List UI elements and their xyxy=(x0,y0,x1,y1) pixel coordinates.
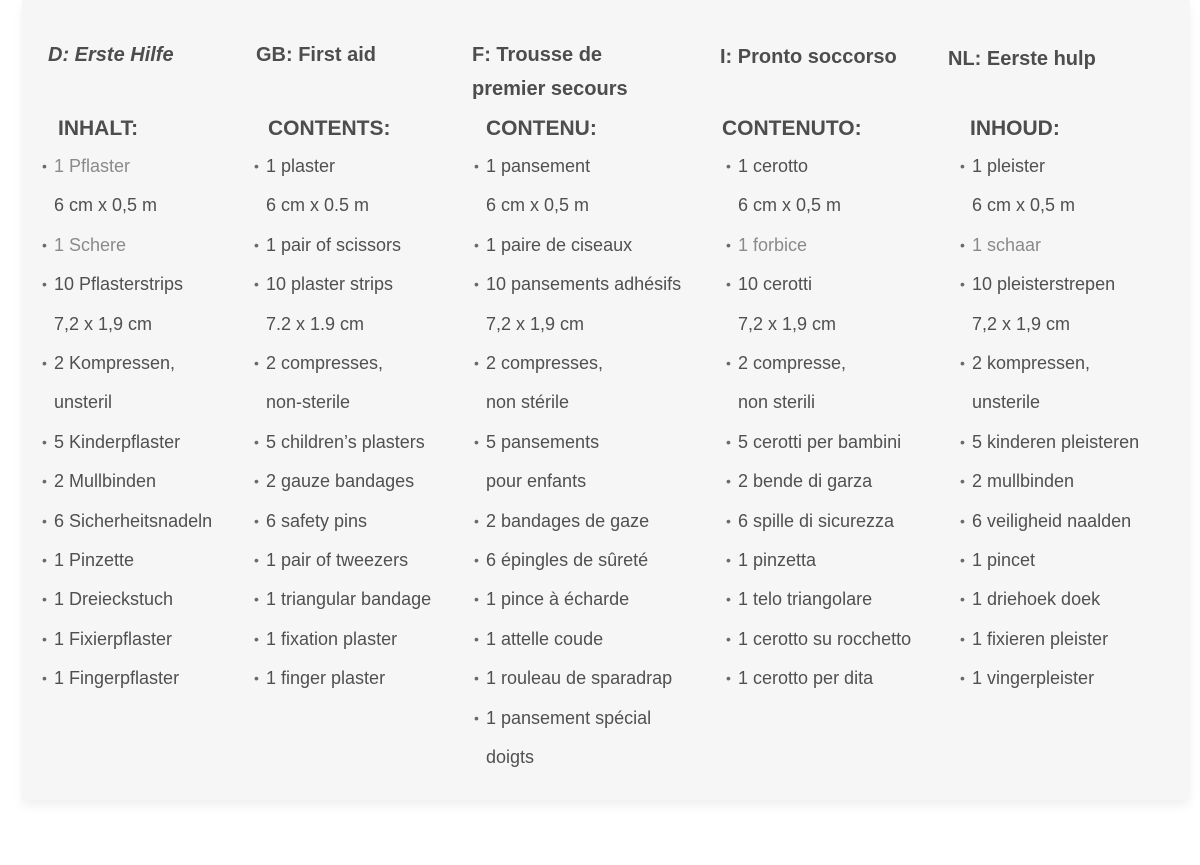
list-item xyxy=(474,541,681,580)
list-item-text: 1 attelle coude xyxy=(486,628,604,649)
bullet-dot-icon: • xyxy=(726,433,731,450)
list-item-text: 10 pleisterstrepen xyxy=(972,274,1116,295)
bullet-dot-icon: • xyxy=(254,512,259,529)
bullet-dot-icon: • xyxy=(726,236,731,253)
bullet-dot-icon: • xyxy=(474,670,479,687)
list-item xyxy=(960,147,1139,186)
list-item-text: 1 paire de ciseaux xyxy=(486,234,633,255)
list-item xyxy=(254,502,431,541)
list-item xyxy=(474,344,681,383)
column-title-line: premier secours xyxy=(472,78,628,100)
list-item-text: 7,2 x 1,9 cm xyxy=(972,313,1071,334)
bullet-dot-icon: • xyxy=(474,552,479,569)
list-item-text: 6 cm x 0,5 m xyxy=(972,195,1076,216)
bullet-dot-icon: • xyxy=(960,473,965,490)
list-item xyxy=(254,226,431,265)
list-item-text: 2 compresses, xyxy=(266,353,384,374)
list-item xyxy=(42,344,212,383)
list-item-text: non-sterile xyxy=(266,392,351,413)
list-item-text: 5 cerotti per bambini xyxy=(738,431,902,452)
list-item-continuation xyxy=(266,186,431,225)
list-item xyxy=(254,344,431,383)
list-item-text: 6 cm x 0.5 m xyxy=(266,195,370,216)
list-item-text: non sterili xyxy=(738,392,816,413)
list-item-text: 2 gauze bandages xyxy=(266,471,415,492)
column-heading: INHALT: xyxy=(58,117,139,140)
list-item-text: non stérile xyxy=(486,392,570,413)
list-item-text: 2 Mullbinden xyxy=(54,471,157,492)
list-item-continuation xyxy=(54,383,212,422)
list-item-text: 1 cerotto su rocchetto xyxy=(738,628,912,649)
list-item xyxy=(42,462,212,501)
bullet-dot-icon: • xyxy=(254,355,259,372)
list-item-text: 1 pinzetta xyxy=(738,550,817,571)
bullet-dot-icon: • xyxy=(254,433,259,450)
bullet-dot-icon: • xyxy=(254,630,259,647)
bullet-dot-icon: • xyxy=(960,355,965,372)
bullet-dot-icon: • xyxy=(474,591,479,608)
list-item xyxy=(42,147,212,186)
list-item-text: 5 Kinderpflaster xyxy=(54,431,181,452)
list-item xyxy=(254,580,432,619)
list-item xyxy=(726,423,911,462)
list-item-text: doigts xyxy=(486,747,535,768)
bullet-dot-icon: • xyxy=(960,670,965,687)
list-item-text: 1 triangular bandage xyxy=(266,589,432,610)
list-item xyxy=(726,620,912,659)
list-item-text: 1 pair of scissors xyxy=(266,234,402,255)
list-item-text: 7,2 x 1,9 cm xyxy=(486,313,585,334)
list-item-text: 2 mullbinden xyxy=(972,471,1075,492)
bullet-dot-icon: • xyxy=(42,552,47,569)
bullet-dot-icon: • xyxy=(960,236,965,253)
item-list xyxy=(254,147,432,699)
list-item-text: 1 cerotto xyxy=(738,156,809,176)
list-item xyxy=(42,226,212,265)
bullet-dot-icon: • xyxy=(474,158,479,174)
list-item-text: 6 épingles de sûreté xyxy=(486,550,649,571)
column-title-line: I: Pronto soccorso xyxy=(720,46,897,68)
bullet-dot-icon: • xyxy=(726,591,731,608)
list-item-text: 1 telo triangolare xyxy=(738,589,873,610)
list-item-continuation xyxy=(486,305,681,344)
list-item xyxy=(960,423,1140,462)
list-item xyxy=(960,580,1139,619)
list-item-text: 2 compresses, xyxy=(486,353,604,374)
list-item xyxy=(726,541,911,580)
list-item xyxy=(42,423,212,462)
list-item-continuation xyxy=(972,305,1139,344)
list-item-text: 7,2 x 1,9 cm xyxy=(54,313,153,334)
list-item-text: 6 cm x 0,5 m xyxy=(738,195,842,216)
bullet-dot-icon: • xyxy=(42,236,47,253)
column-title xyxy=(720,40,897,74)
list-item xyxy=(474,265,682,304)
column-title-line: F: Trousse de xyxy=(472,44,603,66)
list-item xyxy=(254,147,431,186)
bullet-dot-icon: • xyxy=(726,355,731,372)
list-item xyxy=(254,620,431,659)
list-item xyxy=(474,620,681,659)
bullet-dot-icon: • xyxy=(474,433,479,450)
list-item-text: 1 plaster xyxy=(266,156,336,176)
bullet-dot-icon: • xyxy=(42,433,47,450)
list-item xyxy=(726,659,911,698)
list-item xyxy=(726,265,911,304)
list-item-text: 7.2 x 1.9 cm xyxy=(266,313,365,334)
list-item-text: 10 plaster strips xyxy=(266,274,394,295)
list-item xyxy=(960,462,1139,501)
list-item xyxy=(474,699,681,738)
list-item xyxy=(42,580,212,619)
list-item-text: 6 spille di sicurezza xyxy=(738,510,895,531)
bullet-dot-icon: • xyxy=(474,512,479,529)
list-item xyxy=(474,659,681,698)
list-item-text: 1 pince à écharde xyxy=(486,589,630,610)
bullet-dot-icon: • xyxy=(42,276,47,293)
list-item-text: unsteril xyxy=(54,392,113,413)
column-heading: CONTENU: xyxy=(486,117,597,140)
bullet-dot-icon: • xyxy=(960,158,965,174)
bullet-dot-icon: • xyxy=(726,473,731,490)
list-item-text: 10 Pflasterstrips xyxy=(54,274,184,295)
bullet-dot-icon: • xyxy=(726,552,731,569)
list-item-text: 1 pair of tweezers xyxy=(266,550,409,571)
bullet-dot-icon: • xyxy=(474,630,479,647)
list-item xyxy=(42,659,212,698)
list-item-text: 1 Pflaster xyxy=(54,156,131,176)
list-item xyxy=(960,620,1139,659)
list-item xyxy=(42,620,212,659)
column-heading: CONTENUTO: xyxy=(722,117,862,140)
list-item xyxy=(474,580,681,619)
list-item-text: 6 Sicherheitsnadeln xyxy=(54,510,213,531)
list-item xyxy=(42,265,212,304)
list-item xyxy=(474,502,681,541)
list-item-text: 7,2 x 1,9 cm xyxy=(738,313,837,334)
list-item-continuation xyxy=(972,383,1139,422)
list-item xyxy=(960,541,1139,580)
list-item-continuation xyxy=(266,305,431,344)
bullet-dot-icon: • xyxy=(42,591,47,608)
bullet-dot-icon: • xyxy=(42,630,47,647)
list-item xyxy=(42,502,213,541)
bullet-dot-icon: • xyxy=(474,236,479,253)
column-title xyxy=(948,42,1096,76)
list-item-text: 5 pansements xyxy=(486,431,600,452)
list-item xyxy=(726,226,911,265)
list-item-text: 1 forbice xyxy=(738,234,808,255)
list-item xyxy=(960,502,1139,541)
bullet-dot-icon: • xyxy=(474,709,479,726)
column-title xyxy=(48,38,174,72)
bullet-dot-icon: • xyxy=(474,276,479,293)
list-item-text: 1 pincet xyxy=(972,550,1036,571)
item-list xyxy=(42,147,213,699)
list-item xyxy=(960,226,1139,265)
list-item xyxy=(960,265,1139,304)
list-item-text: 2 bandages de gaze xyxy=(486,510,650,531)
list-item xyxy=(960,659,1139,698)
bullet-dot-icon: • xyxy=(254,276,259,293)
list-item xyxy=(474,423,681,462)
bullet-dot-icon: • xyxy=(726,276,731,293)
bullet-dot-icon: • xyxy=(726,630,731,647)
bullet-dot-icon: • xyxy=(42,355,47,372)
list-item-text: 10 cerotti xyxy=(738,274,813,295)
list-item xyxy=(254,541,431,580)
list-item-text: 5 children’s plasters xyxy=(266,431,425,452)
bullet-dot-icon: • xyxy=(42,473,47,490)
list-item-text: 10 pansements adhésifs xyxy=(486,274,682,295)
list-item-text: 6 safety pins xyxy=(266,510,368,531)
bullet-dot-icon: • xyxy=(726,158,731,174)
item-list xyxy=(726,147,912,699)
bullet-dot-icon: • xyxy=(254,591,259,608)
list-item-continuation xyxy=(486,738,681,777)
list-item-text: 6 cm x 0,5 m xyxy=(486,195,590,216)
list-item xyxy=(726,147,911,186)
list-item-continuation xyxy=(486,186,681,225)
list-item-text: 1 Pinzette xyxy=(54,550,135,571)
bullet-dot-icon: • xyxy=(254,552,259,569)
column-heading: INHOUD: xyxy=(970,117,1060,140)
list-item-text: 2 bende di garza xyxy=(738,471,873,492)
bullet-dot-icon: • xyxy=(254,158,259,174)
bullet-dot-icon: • xyxy=(254,670,259,687)
bullet-dot-icon: • xyxy=(42,670,47,687)
list-item-text: 1 Fixierpflaster xyxy=(54,628,173,649)
list-item-text: 1 finger plaster xyxy=(266,668,386,689)
list-item-continuation xyxy=(486,462,681,501)
list-item-text: 1 cerotto per dita xyxy=(738,668,874,689)
list-item xyxy=(254,423,431,462)
list-item xyxy=(474,147,681,186)
bullet-dot-icon: • xyxy=(960,630,965,647)
bullet-dot-icon: • xyxy=(960,433,965,450)
list-item-continuation xyxy=(972,186,1139,225)
bullet-dot-icon: • xyxy=(726,670,731,687)
list-item-text: 5 kinderen pleisteren xyxy=(972,431,1140,452)
list-item-text: 1 pleister xyxy=(972,156,1046,176)
column-title-line: NL: Eerste hulp xyxy=(948,48,1096,70)
bullet-dot-icon: • xyxy=(42,158,47,174)
column-title xyxy=(472,38,628,106)
list-item-continuation xyxy=(486,383,681,422)
list-item-text: 1 driehoek doek xyxy=(972,589,1101,610)
column-title xyxy=(256,38,376,72)
bullet-dot-icon: • xyxy=(960,552,965,569)
list-item-text: 1 Dreieckstuch xyxy=(54,589,174,610)
list-item-text: pour enfants xyxy=(486,471,587,492)
list-item-continuation xyxy=(738,186,911,225)
list-item xyxy=(960,344,1139,383)
list-item-text: 2 Kompressen, xyxy=(54,353,176,374)
list-item-text: 2 kompressen, xyxy=(972,353,1091,374)
list-item xyxy=(254,265,431,304)
list-item xyxy=(726,580,911,619)
list-item xyxy=(254,659,431,698)
list-item-text: 1 Fingerpflaster xyxy=(54,668,180,689)
list-item-text: 6 veiligheid naalden xyxy=(972,510,1132,531)
list-item xyxy=(474,226,681,265)
contents-card xyxy=(22,0,1190,800)
list-item-continuation xyxy=(54,305,212,344)
list-item-text: 1 fixation plaster xyxy=(266,628,398,649)
list-item-continuation xyxy=(738,305,911,344)
list-item-continuation xyxy=(738,383,911,422)
list-item xyxy=(42,541,212,580)
list-item-text: 1 pansement xyxy=(486,156,591,176)
list-item xyxy=(726,462,911,501)
bullet-dot-icon: • xyxy=(960,512,965,529)
list-item-text: 2 compresse, xyxy=(738,353,847,374)
item-list xyxy=(960,147,1140,699)
list-item xyxy=(726,502,911,541)
bullet-dot-icon: • xyxy=(474,355,479,372)
list-item-text: 6 cm x 0,5 m xyxy=(54,195,158,216)
list-item-text: 1 rouleau de sparadrap xyxy=(486,668,673,689)
list-item-continuation xyxy=(266,383,431,422)
bullet-dot-icon: • xyxy=(254,473,259,490)
list-item xyxy=(254,462,431,501)
list-item-text: 1 pansement spécial xyxy=(486,707,652,728)
bullet-dot-icon: • xyxy=(254,236,259,253)
list-item-text: 1 Schere xyxy=(54,234,127,255)
bullet-dot-icon: • xyxy=(726,512,731,529)
list-item-text: 1 vingerpleister xyxy=(972,668,1095,689)
column-title-line: D: Erste Hilfe xyxy=(48,44,174,66)
column-heading: CONTENTS: xyxy=(268,117,391,140)
bullet-dot-icon: • xyxy=(960,591,965,608)
column-title-line: GB: First aid xyxy=(256,44,377,66)
list-item xyxy=(726,344,911,383)
list-item-continuation xyxy=(54,186,212,225)
list-item-text: 1 schaar xyxy=(972,234,1042,255)
bullet-dot-icon: • xyxy=(42,512,47,529)
item-list xyxy=(474,147,682,778)
list-item-text: 1 fixieren pleister xyxy=(972,628,1109,649)
bullet-dot-icon: • xyxy=(960,276,965,293)
list-item-text: unsterile xyxy=(972,392,1041,413)
